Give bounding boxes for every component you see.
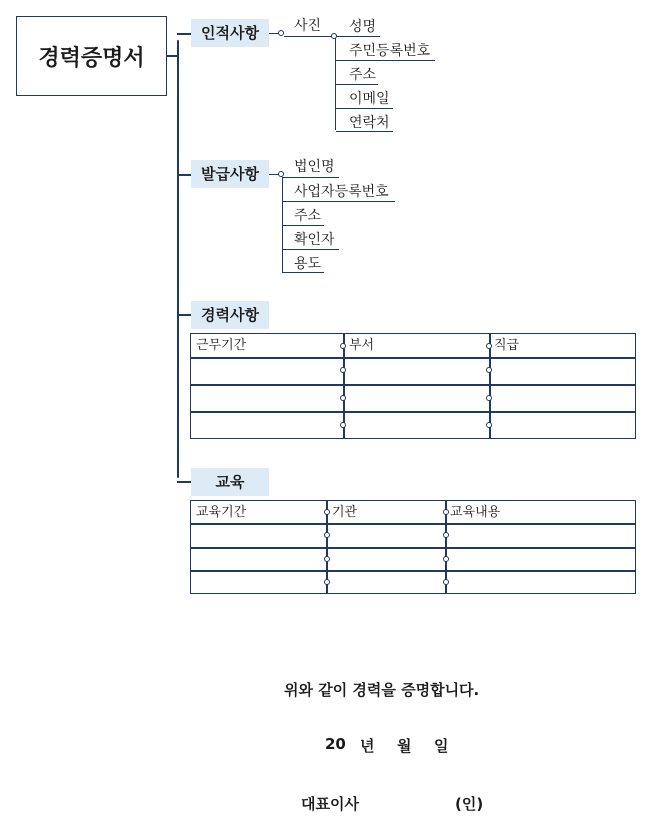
education-cell-node (443, 509, 449, 515)
career-cell-node (486, 367, 492, 373)
category-issuance: 발급사항 (191, 160, 269, 188)
document-title: 경력증명서 (16, 16, 167, 96)
career-header-department: 부서 (349, 338, 375, 353)
education-row-line (191, 547, 635, 549)
field-contact: 연락처 (349, 115, 390, 131)
photo-underline (284, 36, 332, 37)
field-business-number-underline (282, 201, 395, 202)
education-header-period: 교육기간 (196, 505, 247, 520)
field-address-underline (336, 84, 378, 85)
category-education: 교육 (191, 468, 269, 496)
career-cell-node (486, 395, 492, 401)
category-career: 경력사항 (191, 301, 269, 329)
education-cell-node (324, 532, 330, 538)
education-row-line (191, 523, 635, 525)
date-day-unit: 일 (434, 737, 449, 755)
field-verifier-underline (282, 249, 339, 250)
branch-issuance (177, 174, 191, 176)
certification-statement: 위와 같이 경력을 증명합니다. (284, 681, 480, 699)
seal-label: (인) (455, 795, 484, 813)
career-cell-node (486, 422, 492, 428)
field-address: 주소 (349, 67, 377, 83)
education-cell-node (324, 579, 330, 585)
field-resident-number: 주민등록번호 (349, 43, 431, 59)
date-year-unit: 년 (360, 737, 375, 755)
career-cell-node (340, 422, 346, 428)
field-company: 법인명 (294, 159, 335, 175)
photo-label: 사진 (294, 18, 322, 34)
career-header-period: 근무기간 (196, 338, 247, 353)
education-header-content: 교육내용 (450, 505, 501, 520)
education-cell-node (443, 579, 449, 585)
field-purpose: 용도 (294, 256, 322, 272)
education-cell-node (324, 509, 330, 515)
education-header-institution: 기관 (332, 505, 358, 520)
date-month-unit: 월 (397, 737, 412, 755)
education-row-line (191, 570, 635, 572)
education-cell-node (324, 556, 330, 562)
field-verifier: 확인자 (294, 232, 335, 248)
career-table (190, 333, 636, 439)
field-email-underline (336, 108, 393, 109)
field-email: 이메일 (349, 91, 390, 107)
career-header-position: 직급 (494, 338, 520, 353)
field-company-address-underline (282, 225, 324, 226)
education-cell-node (443, 532, 449, 538)
field-company-underline (282, 177, 339, 178)
field-contact-underline (336, 131, 393, 132)
career-row-line (191, 384, 635, 386)
education-table (190, 500, 636, 594)
branch-career (177, 314, 191, 316)
field-resident-number-underline (336, 60, 435, 61)
date-year: 20 (325, 735, 346, 753)
category-personal: 인적사항 (191, 19, 269, 47)
career-cell-node (486, 343, 492, 349)
field-purpose-underline (282, 272, 324, 273)
career-cell-node (340, 395, 346, 401)
career-row-line (191, 357, 635, 359)
career-cell-node (340, 367, 346, 373)
branch-education (177, 481, 191, 483)
field-business-number: 사업자등록번호 (294, 184, 389, 200)
field-name-underline (336, 36, 380, 37)
main-spine (177, 40, 179, 478)
field-name: 성명 (349, 19, 377, 35)
branch-personal (177, 33, 191, 35)
representative-label: 대표이사 (301, 795, 359, 813)
education-cell-node (443, 556, 449, 562)
career-cell-node (340, 343, 346, 349)
field-company-address: 주소 (294, 208, 322, 224)
career-row-line (191, 411, 635, 413)
